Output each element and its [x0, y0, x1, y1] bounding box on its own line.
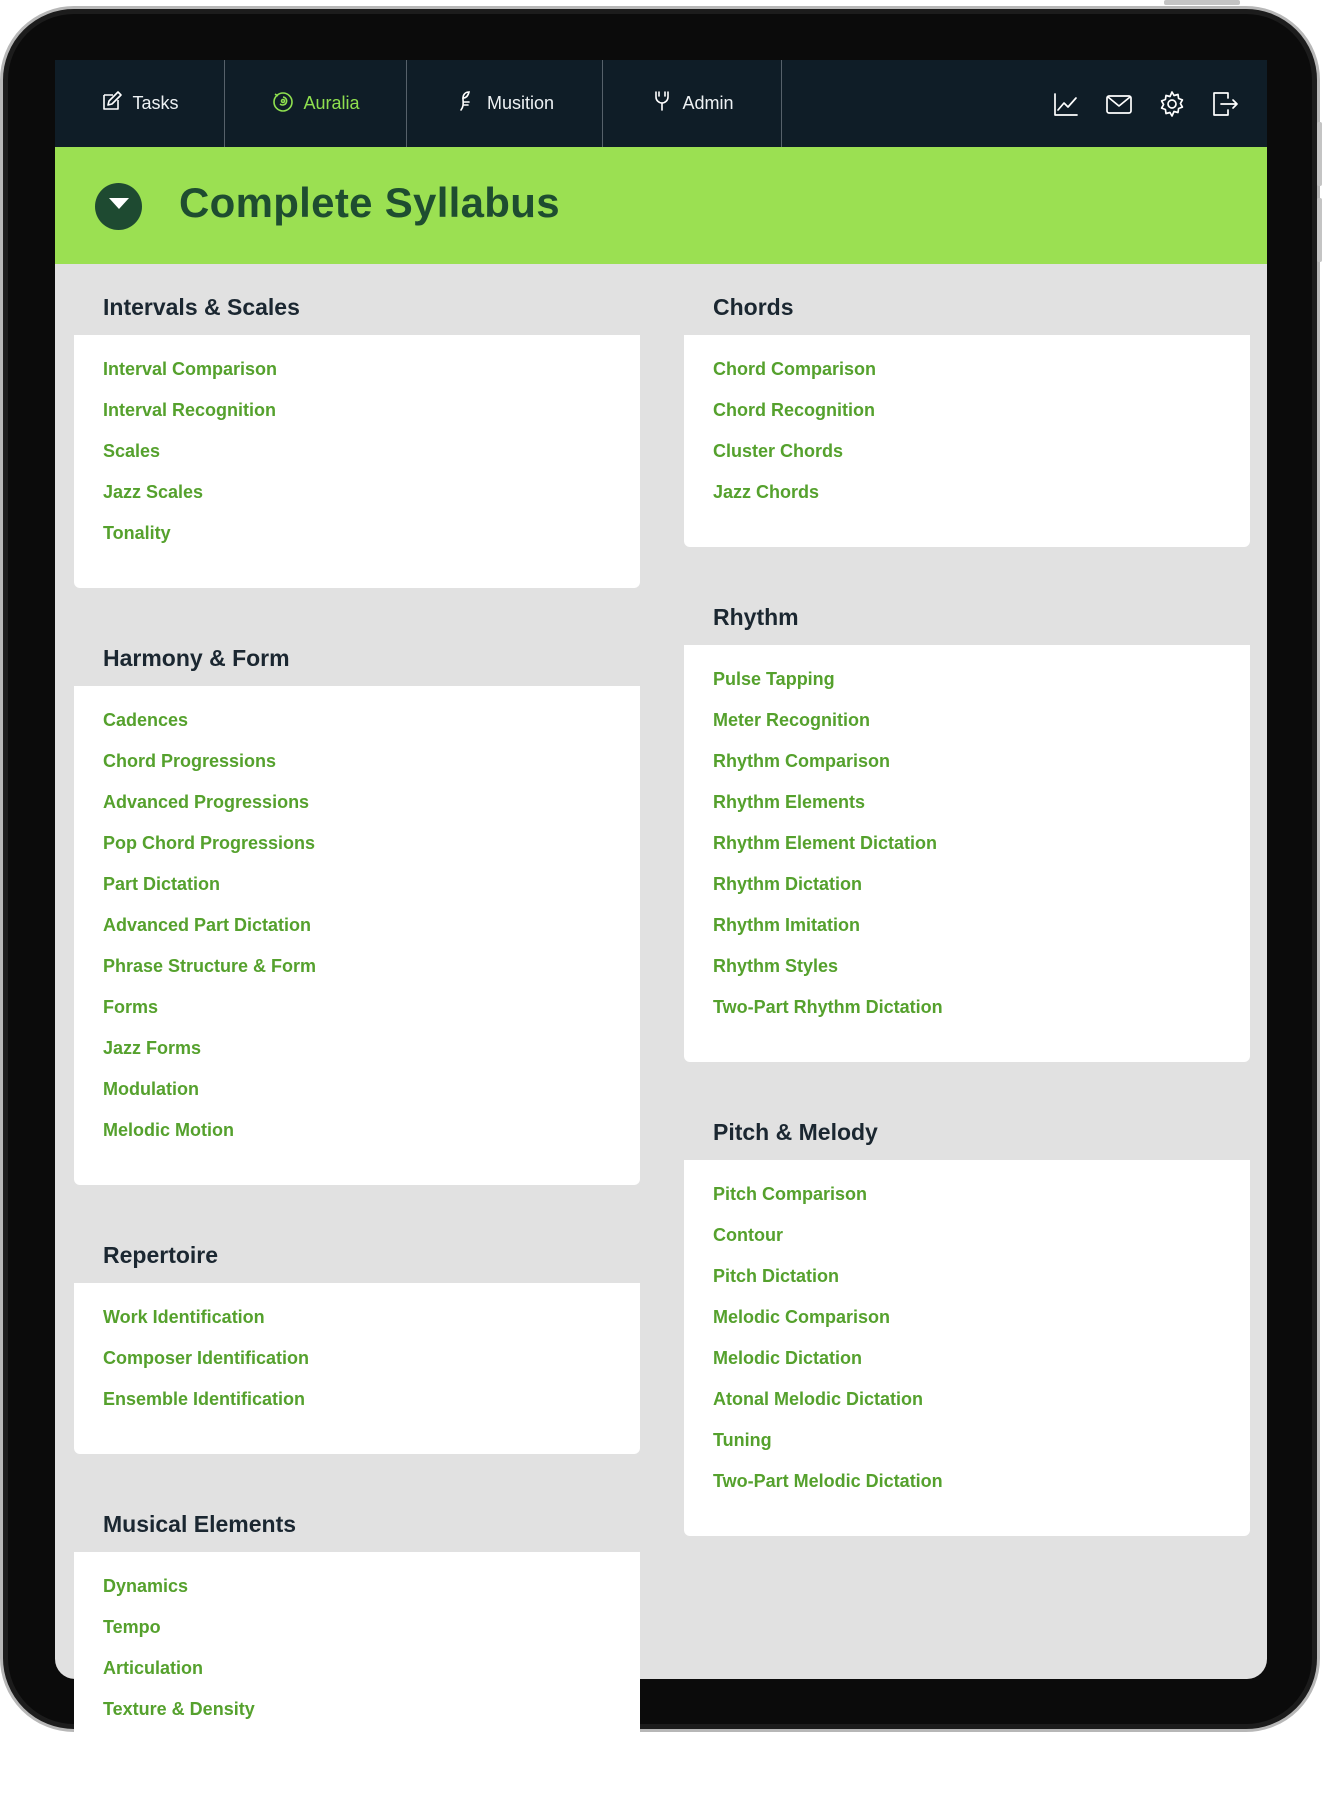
edit-icon: [100, 89, 124, 118]
collapse-toggle-button[interactable]: [95, 183, 142, 230]
exercise-link[interactable]: Tuning: [713, 1430, 772, 1450]
section-card: [684, 1160, 1250, 1536]
section-chords: [684, 282, 1250, 547]
tab-label: Auralia: [303, 93, 360, 113]
exercise-link[interactable]: Part Dictation: [103, 874, 221, 894]
exercise-link[interactable]: Chord Comparison: [713, 359, 877, 379]
admin-icon: [650, 89, 674, 118]
tab-tasks[interactable]: [55, 60, 225, 147]
exercise-link[interactable]: Forms: [103, 997, 159, 1017]
exercise-link[interactable]: Phrase Structure & Form: [103, 956, 317, 976]
exercise-link[interactable]: Melodic Comparison: [713, 1307, 891, 1327]
logout-icon[interactable]: [1211, 90, 1239, 118]
section-card: [74, 1283, 640, 1454]
musition-icon: [455, 89, 479, 118]
exercise-link[interactable]: Articulation: [103, 1658, 204, 1678]
mail-icon[interactable]: [1105, 90, 1133, 118]
exercise-link[interactable]: Dynamics: [103, 1576, 189, 1596]
tab-admin[interactable]: [603, 60, 782, 147]
ear-icon: [271, 89, 295, 118]
exercise-link[interactable]: Work Identification: [103, 1307, 265, 1327]
app-screen: [55, 60, 1267, 1719]
exercise-link[interactable]: Tempo: [103, 1617, 161, 1637]
section-intervals-scales: [74, 282, 640, 588]
tab-label: Admin: [682, 93, 734, 113]
exercise-link[interactable]: Interval Recognition: [103, 400, 277, 420]
exercise-link[interactable]: Composer Identification: [103, 1348, 310, 1368]
section-title: Harmony & Form: [103, 645, 290, 671]
tab-label: Musition: [486, 93, 555, 113]
exercise-link[interactable]: Contour: [713, 1225, 783, 1245]
section-title: Repertoire: [103, 1242, 219, 1268]
top-nav: [55, 60, 1267, 147]
exercise-link[interactable]: Pop Chord Progressions: [103, 833, 316, 853]
section-rhythm: [684, 592, 1250, 1062]
exercise-link[interactable]: Jazz Scales: [103, 482, 204, 502]
section-title: Rhythm: [713, 604, 799, 630]
section-harmony-form: [74, 633, 640, 1185]
exercise-link[interactable]: Texture & Density: [103, 1699, 255, 1719]
exercise-link[interactable]: Pulse Tapping: [713, 669, 835, 689]
section-title: Pitch & Melody: [713, 1119, 878, 1145]
section-card: [74, 686, 640, 1185]
chart-icon[interactable]: [1052, 90, 1080, 118]
tab-label: Tasks: [132, 93, 179, 113]
syllabus-header: [55, 147, 1267, 264]
section-card: [74, 335, 640, 588]
tab-musition[interactable]: [407, 60, 603, 147]
exercise-link[interactable]: Modulation: [103, 1079, 199, 1099]
section-title: Intervals & Scales: [103, 294, 300, 320]
section-card: [684, 335, 1250, 547]
exercise-link[interactable]: Rhythm Styles: [713, 956, 839, 976]
device-volume-up-button: [1317, 122, 1322, 186]
gear-icon[interactable]: [1158, 90, 1186, 118]
exercise-link[interactable]: Cluster Chords: [713, 441, 844, 461]
exercise-link[interactable]: Interval Comparison: [103, 359, 278, 379]
device-top-button: [1164, 0, 1240, 5]
section-repertoire: [74, 1230, 640, 1454]
section-card: [684, 645, 1250, 1062]
exercise-link[interactable]: Rhythm Imitation: [713, 915, 860, 935]
exercise-link[interactable]: Rhythm Dictation: [713, 874, 863, 894]
exercise-link[interactable]: Ensemble Identification: [103, 1389, 306, 1409]
exercise-link[interactable]: Pitch Dictation: [713, 1266, 840, 1286]
exercise-link[interactable]: Two-Part Rhythm Dictation: [713, 997, 943, 1017]
exercise-link[interactable]: Pitch Comparison: [713, 1184, 868, 1204]
exercise-link[interactable]: Melodic Motion: [103, 1120, 234, 1140]
section-card: [74, 1552, 640, 1764]
exercise-link[interactable]: Advanced Progressions: [103, 792, 310, 812]
exercise-link[interactable]: Meter Recognition: [713, 710, 871, 730]
tab-auralia[interactable]: [225, 60, 407, 147]
exercise-link[interactable]: Rhythm Comparison: [713, 751, 891, 771]
section-title: Chords: [713, 294, 794, 320]
exercise-link[interactable]: Rhythm Elements: [713, 792, 866, 812]
page-title: Complete Syllabus: [179, 179, 560, 226]
exercise-link[interactable]: Rhythm Element Dictation: [713, 833, 938, 853]
right-column: [684, 282, 1250, 1581]
exercise-link[interactable]: Advanced Part Dictation: [103, 915, 312, 935]
section-title: Musical Elements: [103, 1511, 297, 1537]
exercise-link[interactable]: Melodic Dictation: [713, 1348, 863, 1368]
exercise-link[interactable]: Two-Part Melodic Dictation: [713, 1471, 943, 1491]
section-pitch-melody: [684, 1107, 1250, 1536]
left-column: [74, 282, 640, 1809]
exercise-link[interactable]: Atonal Melodic Dictation: [713, 1389, 924, 1409]
section-musical-elements: [74, 1499, 640, 1764]
chevron-down-icon: [108, 197, 130, 216]
exercise-link[interactable]: Tonality: [103, 523, 171, 543]
exercise-link[interactable]: Cadences: [103, 710, 189, 730]
exercise-link[interactable]: Jazz Chords: [713, 482, 820, 502]
exercise-link[interactable]: Jazz Forms: [103, 1038, 202, 1058]
exercise-link[interactable]: Scales: [103, 441, 161, 461]
device-volume-down-button: [1317, 198, 1322, 262]
exercise-link[interactable]: Chord Progressions: [103, 751, 277, 771]
nav-actions: [1052, 60, 1239, 147]
exercise-link[interactable]: Chord Recognition: [713, 400, 875, 420]
